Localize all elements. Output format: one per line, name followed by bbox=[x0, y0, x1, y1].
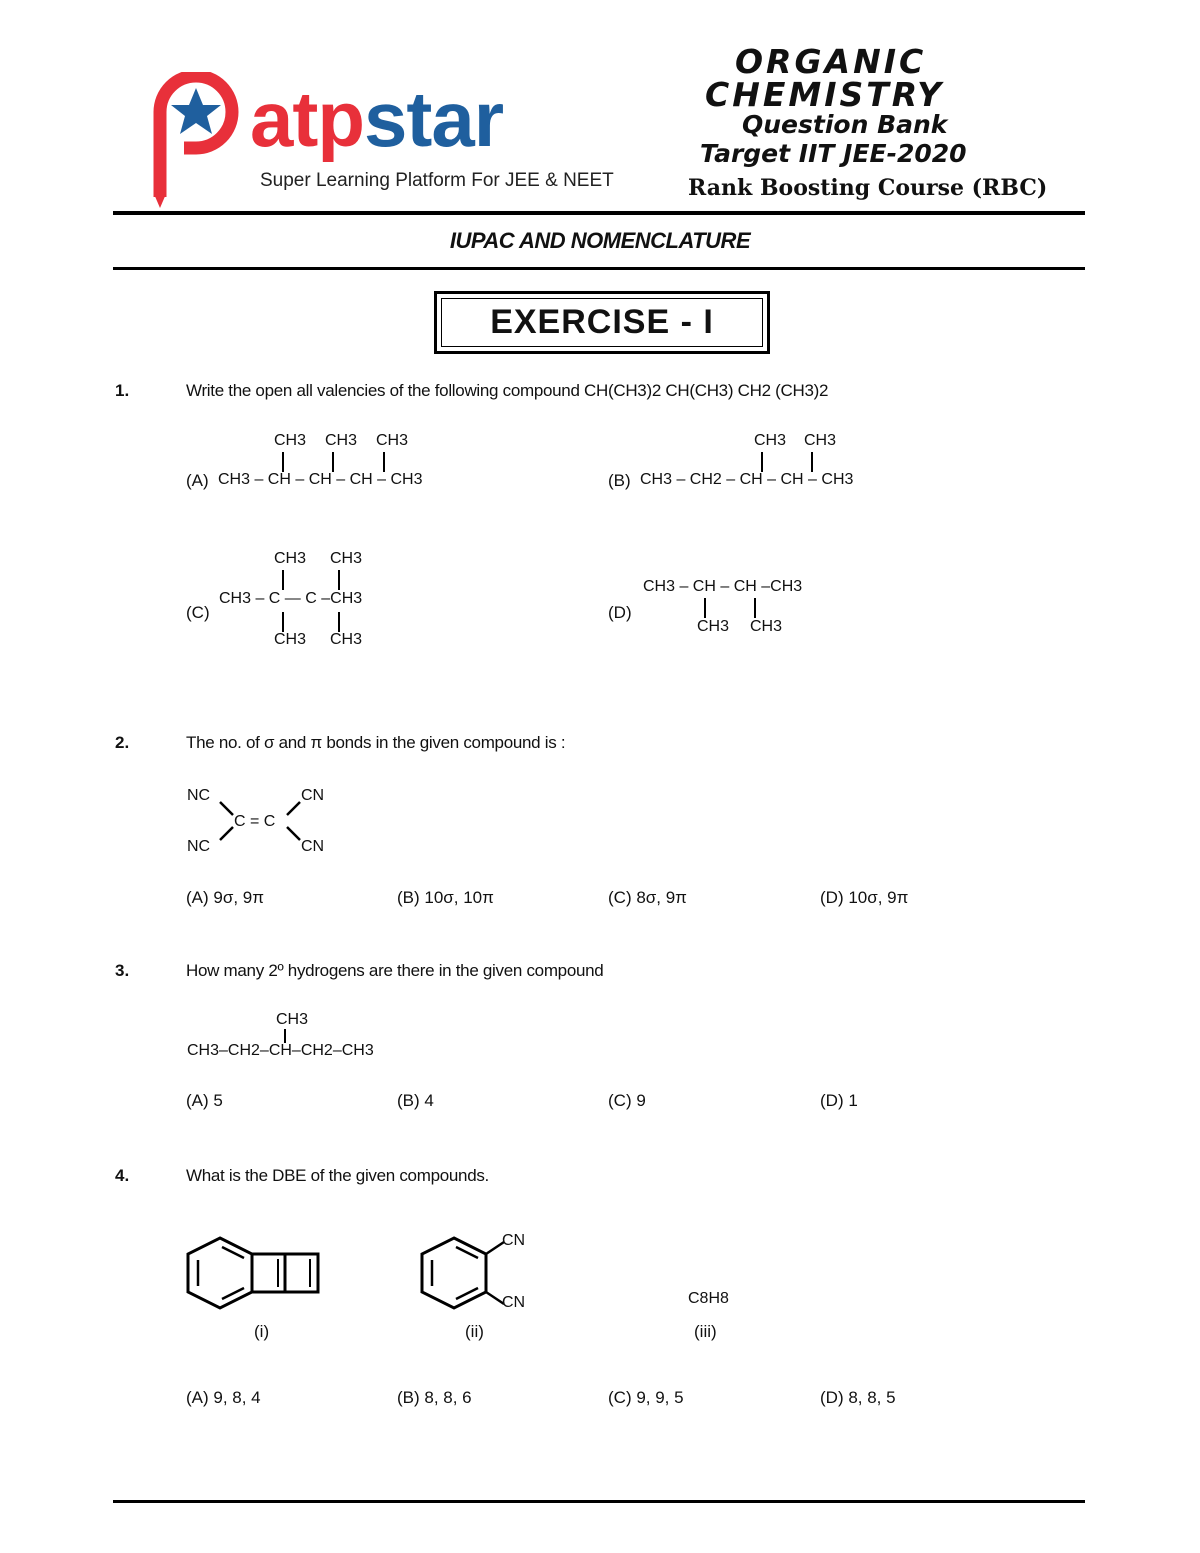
footer-rule bbox=[113, 1500, 1085, 1503]
q1-option-b-chain: CH3 – CH2 – CH – CH – CH3 bbox=[640, 471, 854, 488]
q1-option-d-bonds bbox=[695, 596, 765, 620]
logo-pencil-star-icon bbox=[148, 72, 240, 212]
q1-option-d-chain: CH3 – CH – CH –CH3 bbox=[643, 578, 803, 595]
q1-option-b-bonds bbox=[750, 450, 830, 474]
q1-option-a-bonds bbox=[270, 450, 400, 474]
q1-option-b-label: (B) bbox=[608, 471, 631, 490]
q4-compound-iii-formula: C8H8 bbox=[688, 1290, 729, 1307]
q4-option-a: (A) 9, 8, 4 bbox=[186, 1388, 261, 1407]
q1-option-a-sub-2: CH3 bbox=[325, 432, 358, 449]
q2-option-d: (D) 10σ, 9π bbox=[820, 888, 909, 907]
q2-bonds bbox=[210, 790, 320, 850]
subject-title: IUPAC AND NOMENCLATURE bbox=[449, 228, 751, 253]
header-rule-bottom bbox=[113, 267, 1085, 270]
q1-option-c-sub-bottom-2: CH3 bbox=[330, 631, 363, 648]
header-course: Rank Boosting Course (RBC) bbox=[688, 175, 1048, 201]
q1-option-a-sub-1: CH3 bbox=[274, 432, 307, 449]
q3-option-d: (D) 1 bbox=[820, 1091, 858, 1110]
q4-compound-ii-label: (ii) bbox=[465, 1322, 484, 1341]
q1-option-b-sub-2: CH3 bbox=[804, 432, 837, 449]
header-rule-top bbox=[113, 211, 1085, 215]
logo-name: atpstar bbox=[250, 75, 504, 163]
q1-option-c-chain: CH3 – C — C –CH3 bbox=[219, 590, 363, 607]
q3-option-b: (B) 4 bbox=[397, 1091, 434, 1110]
q1-option-a-sub-3: CH3 bbox=[376, 432, 409, 449]
q1-number: 1. bbox=[115, 381, 130, 400]
q2-group-nc-bottom: NC bbox=[187, 838, 211, 855]
q3-number: 3. bbox=[115, 961, 130, 980]
q1-option-c-sub-top-2: CH3 bbox=[330, 550, 363, 567]
q3-branch: CH3 bbox=[276, 1011, 309, 1028]
q2-group-cn-bottom: CN bbox=[301, 838, 325, 855]
q2-text: The no. of σ and π bonds in the given compound is : bbox=[186, 733, 566, 752]
q1-option-c-label: (C) bbox=[186, 603, 210, 622]
q3-option-c: (C) 9 bbox=[608, 1091, 646, 1110]
q3-text: How many 2º hydrogens are there in the given compound bbox=[186, 961, 604, 980]
q4-compound-ii-structure bbox=[416, 1232, 511, 1314]
header-chemistry: CHEMISTRY bbox=[705, 75, 945, 114]
q4-option-b: (B) 8, 8, 6 bbox=[397, 1388, 472, 1407]
q4-text: What is the DBE of the given compounds. bbox=[186, 1166, 489, 1185]
q2-group-nc-top: NC bbox=[187, 787, 211, 804]
header-question-bank: Question Bank bbox=[742, 110, 948, 139]
q1-option-c-sub-top-1: CH3 bbox=[274, 550, 307, 567]
q1-option-a-label: (A) bbox=[186, 471, 209, 490]
q4-compound-ii-cn-top: CN bbox=[502, 1232, 526, 1249]
q4-option-c: (C) 9, 9, 5 bbox=[608, 1388, 684, 1407]
q4-compound-iii-label: (iii) bbox=[694, 1322, 717, 1341]
q1-option-d-label: (D) bbox=[608, 603, 632, 622]
q4-compound-i-label: (i) bbox=[254, 1322, 270, 1341]
logo-tagline: Super Learning Platform For JEE & NEET bbox=[260, 170, 614, 191]
q2-option-a: (A) 9σ, 9π bbox=[186, 888, 264, 907]
q4-number: 4. bbox=[115, 1166, 130, 1185]
q4-compound-i-structure bbox=[182, 1232, 327, 1314]
q2-core: C = C bbox=[234, 813, 276, 830]
header-organic: ORGANIC bbox=[735, 42, 927, 81]
q4-compound-ii-cn-bottom: CN bbox=[502, 1294, 526, 1311]
q2-option-b: (B) 10σ, 10π bbox=[397, 888, 494, 907]
q1-option-a-chain: CH3 – CH – CH – CH – CH3 bbox=[218, 471, 423, 488]
exercise-box bbox=[434, 291, 770, 354]
q1-option-c-sub-bottom-1: CH3 bbox=[274, 631, 307, 648]
q2-number: 2. bbox=[115, 733, 130, 752]
q1-option-d-sub-1: CH3 bbox=[697, 618, 730, 635]
q1-option-b-sub-1: CH3 bbox=[754, 432, 787, 449]
exercise-title: EXERCISE - I bbox=[490, 303, 714, 341]
q3-chain: CH3–CH2–CH–CH2–CH3 bbox=[187, 1042, 374, 1059]
q1-option-d-sub-2: CH3 bbox=[750, 618, 783, 635]
q1-option-c-bonds bbox=[270, 568, 360, 636]
q3-option-a: (A) 5 bbox=[186, 1091, 223, 1110]
q1-text: Write the open all valencies of the following compound CH(CH3)2 CH(CH3) CH2 (CH3)2 bbox=[186, 381, 829, 400]
q2-group-cn-top: CN bbox=[301, 787, 325, 804]
q4-option-d: (D) 8, 8, 5 bbox=[820, 1388, 896, 1407]
header-target: Target IIT JEE-2020 bbox=[700, 139, 967, 168]
q2-option-c: (C) 8σ, 9π bbox=[608, 888, 687, 907]
